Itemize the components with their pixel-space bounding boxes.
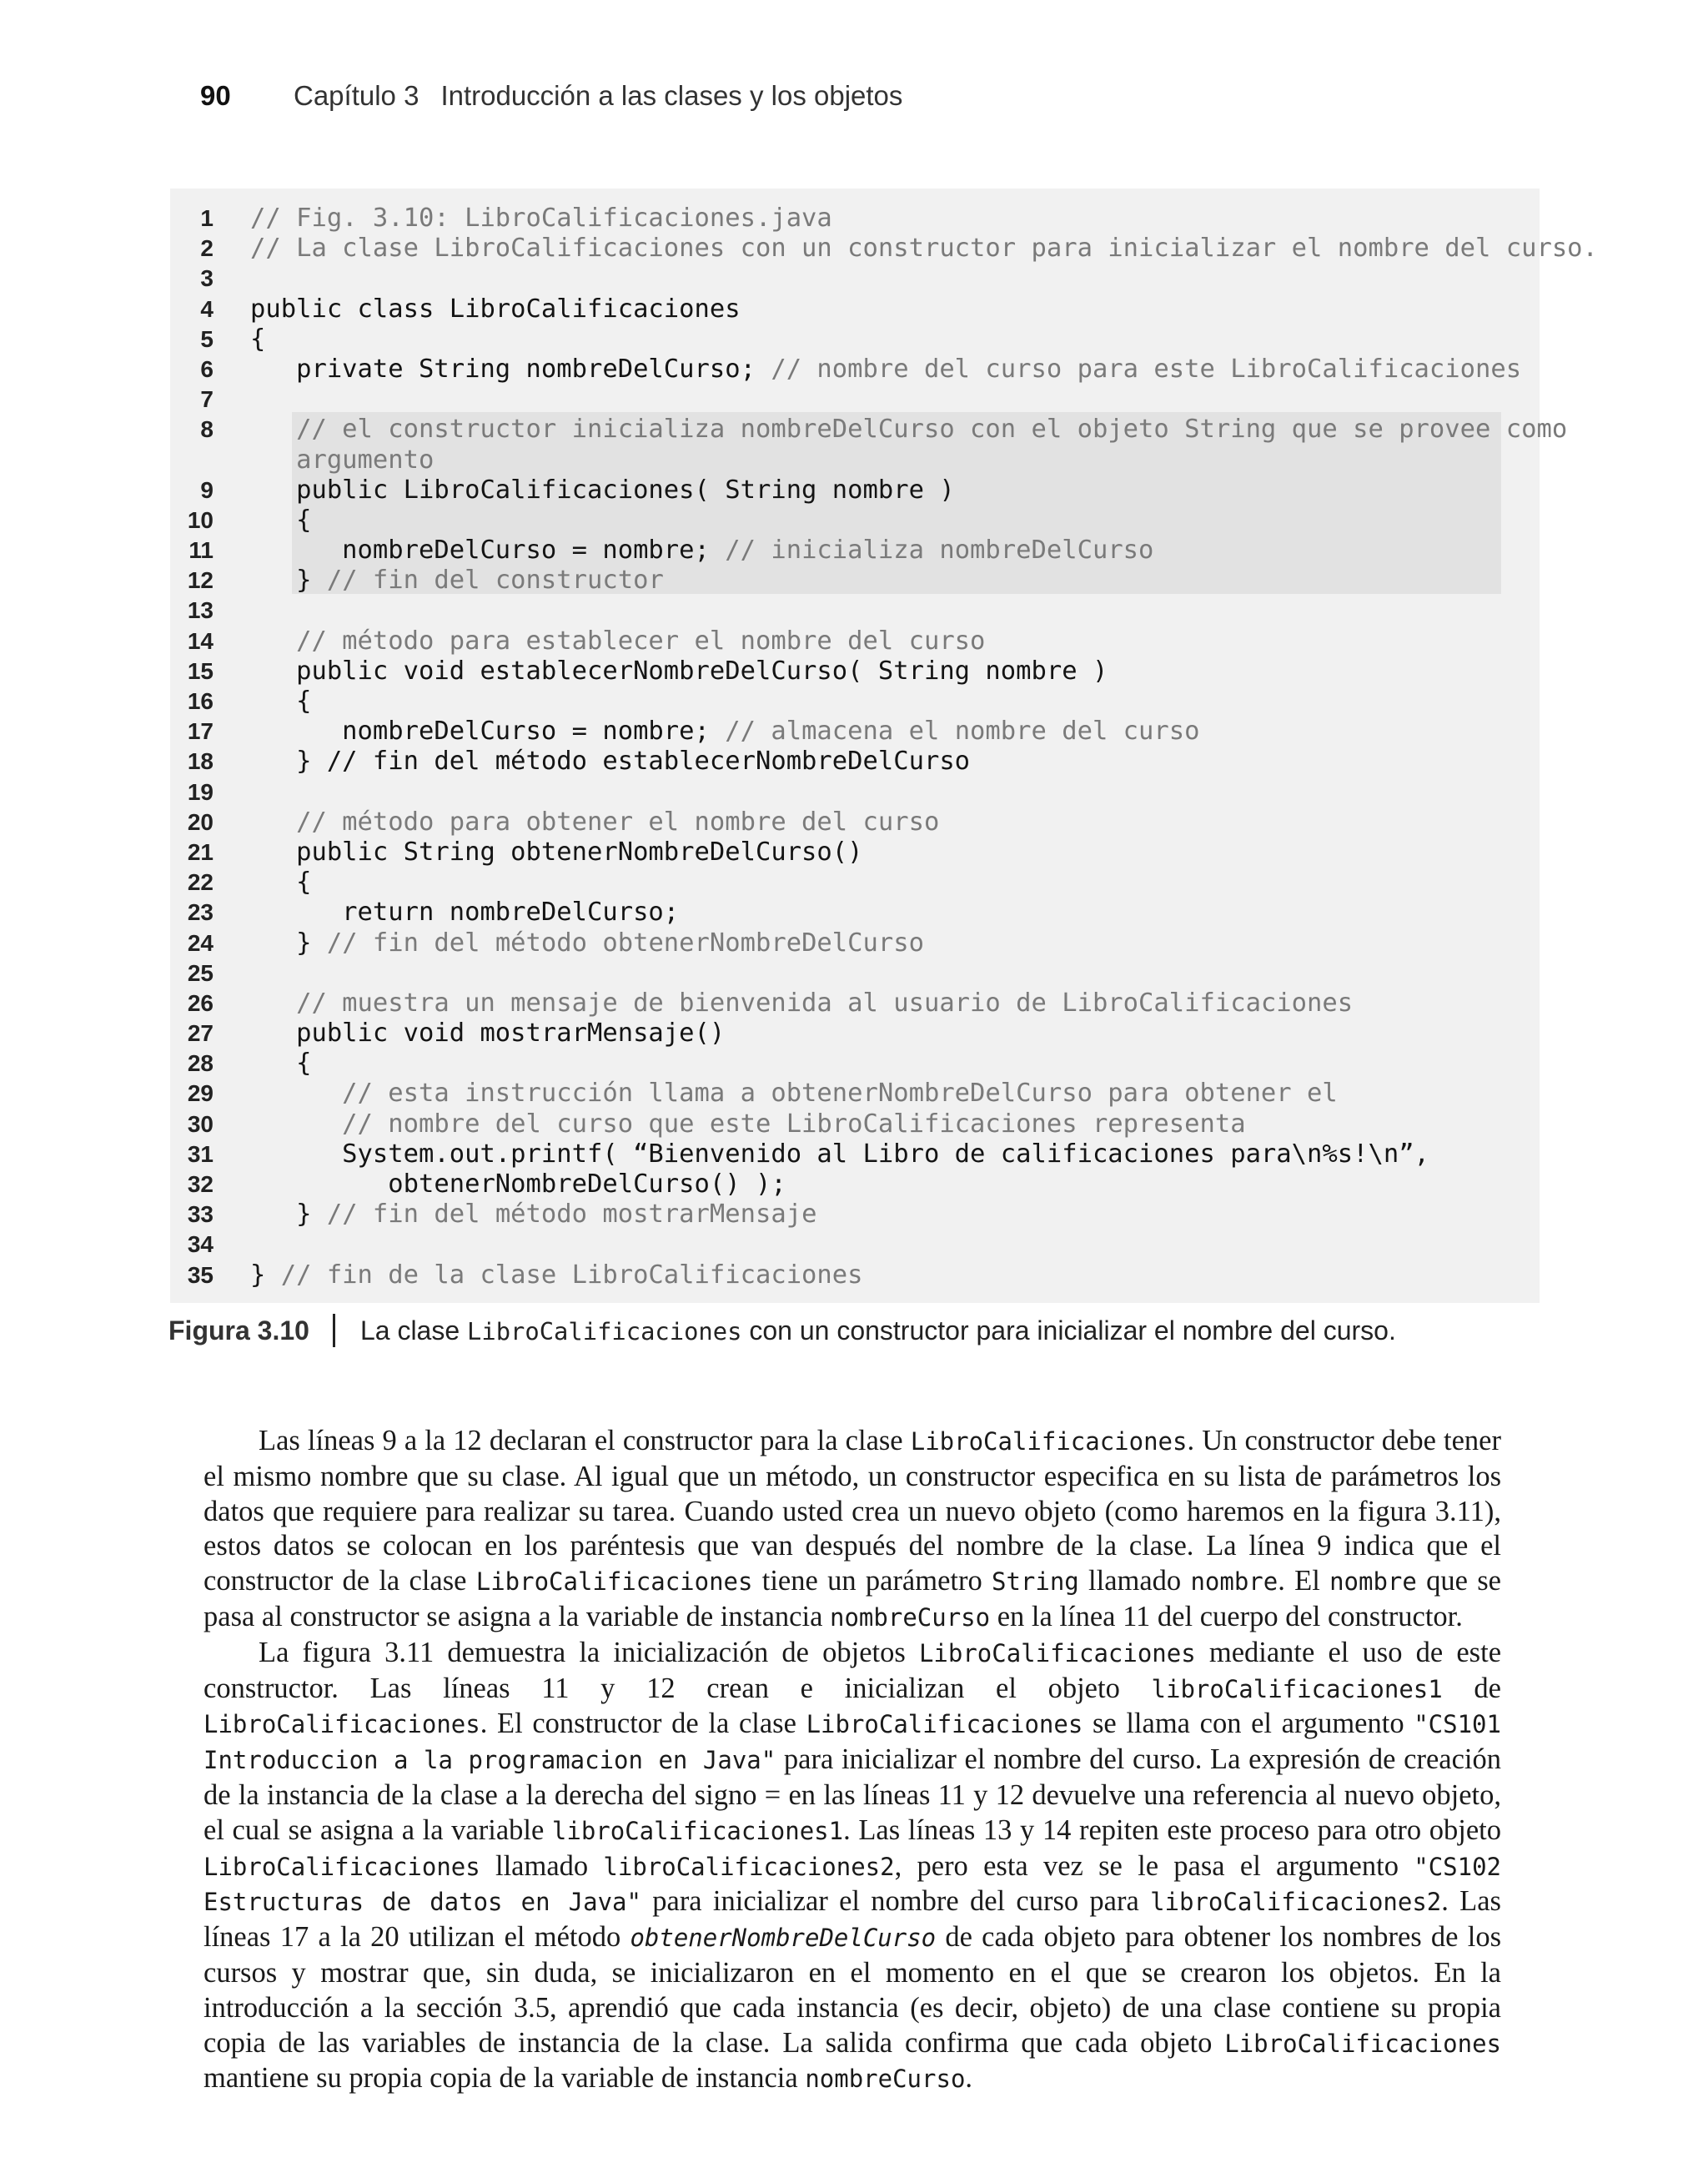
line-number: 16 [187, 688, 214, 714]
code-text [250, 717, 1200, 747]
code-text [250, 988, 1353, 1019]
code-text [250, 1109, 1246, 1139]
code-text [250, 445, 434, 475]
code-text [250, 234, 1598, 264]
inline-code: libroCalificaciones2 [1150, 1888, 1442, 1917]
line-number: 30 [187, 1110, 214, 1137]
line-number: 5 [200, 325, 214, 352]
line-number: 7 [200, 386, 214, 413]
text-run: de cada objeto para obtener los nombres de los cursos y mostrar que, sin duda, se inicializaron en el momento en el que se crearon los objetos. En la introducción a la sección 3.5, aprendió que cada instancia (es decir, objeto) de una clase contiene su propia copia de las variables de instancia de la clase. La salida confirma que cada objeto [203, 1921, 1501, 2059]
line-number: 32 [187, 1171, 214, 1197]
code-line [170, 1169, 1521, 1200]
inline-code: LibroCalificaciones [910, 1427, 1188, 1456]
code-line [170, 837, 1521, 868]
code-line [170, 324, 1521, 355]
line-number: 9 [200, 476, 214, 503]
line-number: 4 [200, 295, 214, 322]
caption-text [360, 1315, 1396, 1346]
code-line [170, 234, 1598, 264]
code-text [250, 898, 679, 928]
inline-code: "CS102 Estructuras de datos en Java" [203, 1852, 1501, 1917]
caption-pre: La clase [359, 1315, 468, 1346]
line-number: 2 [200, 235, 214, 262]
code-line [170, 264, 1521, 294]
code-comment: // fin del método obtenerNombreDelCurso [326, 928, 924, 958]
text-run: se llama con el argumento [1083, 1708, 1414, 1740]
code-text [250, 536, 1153, 566]
text-run: llamado [1078, 1565, 1191, 1597]
code-line [170, 1139, 1521, 1169]
code-token: private String nombreDelCurso; [250, 354, 771, 384]
code-text [250, 506, 311, 536]
code-line [170, 506, 1521, 536]
line-number: 10 [187, 506, 214, 533]
code-token: } [250, 928, 327, 958]
line-number: 26 [187, 989, 214, 1016]
code-token: public LibroCalificaciones( String nombre ) [250, 475, 955, 505]
text-run: en la línea 11 del cuerpo del constructor. [990, 1600, 1463, 1632]
code-line [170, 385, 1521, 415]
code-token: return nombreDelCurso; [250, 898, 680, 928]
line-number: 33 [187, 1201, 214, 1228]
line-number: 24 [187, 929, 214, 956]
code-token: { [250, 505, 312, 535]
inline-code: "CS101 Introduccion a la programacion en Java" [203, 1710, 1501, 1775]
code-line [170, 1049, 1521, 1079]
chapter-label: Capítulo 3 [294, 80, 419, 111]
text-run: . El constructor de la clase [480, 1708, 806, 1740]
line-number [170, 445, 214, 475]
code-line [170, 415, 1568, 445]
code-text [250, 1260, 863, 1290]
code-comment: // el constructor inicializa nombreDelCurso con el objeto String que se provee como [250, 415, 1568, 445]
line-number: 19 [187, 778, 214, 805]
line-number: 6 [200, 355, 214, 382]
code-line [170, 988, 1521, 1019]
code-token: { [250, 868, 312, 898]
code-line [170, 566, 1521, 596]
line-number: 22 [187, 869, 214, 896]
code-comment: argumento [250, 445, 435, 475]
inline-code: libroCalificaciones1 [551, 1816, 844, 1845]
code-text [250, 928, 924, 958]
caption-code: LibroCalificaciones [467, 1316, 742, 1346]
text-run: . Las líneas 13 y 14 repiten este proceso para otro objeto [843, 1813, 1501, 1846]
paragraph [203, 1424, 1501, 1636]
text-run: , pero esta vez se le pasa el argumento [894, 1849, 1414, 1882]
code-line [170, 1230, 1521, 1260]
code-line [170, 1109, 1521, 1139]
code-text [250, 837, 863, 868]
code-comment: // muestra un mensaje de bienvenida al usuario de LibroCalificaciones [250, 988, 1354, 1018]
code-token: public String obtenerNombreDelCurso() [250, 837, 863, 867]
code-text [250, 747, 970, 777]
code-line [170, 1019, 1521, 1049]
inline-code: LibroCalificaciones [475, 1567, 753, 1597]
caption-post: con un constructor para inicializar el nombre del curso. [741, 1315, 1396, 1346]
inline-code: nombreCurso [830, 1602, 991, 1632]
text-run: . El [1278, 1565, 1330, 1597]
code-line [170, 1260, 1521, 1290]
code-comment: // Fig. 3.10: LibroCalificaciones.java [250, 204, 832, 233]
inline-code: libroCalificaciones2 [603, 1852, 895, 1881]
code-token: { [250, 687, 312, 716]
code-text [250, 294, 741, 324]
line-number: 8 [200, 416, 214, 443]
code-token: System.out.printf( “Bienvenido al Libro de calificaciones para\n%s!\n”, [250, 1139, 1429, 1169]
caption-divider [333, 1314, 335, 1347]
code-text [250, 566, 664, 596]
inline-code: obtenerNombreDelCurso [630, 1924, 937, 1953]
code-line [170, 687, 1521, 717]
code-comment: // nombre del curso que este LibroCalificaciones representa [250, 1109, 1246, 1139]
code-comment: // método para establecer el nombre del curso [250, 626, 986, 656]
text-run: de [1442, 1672, 1501, 1704]
code-line [170, 928, 1521, 958]
text-run: para inicializar el nombre del curso. La expresión de creación de la instancia de la clase a la derecha del signo = en las líneas 11 y 12 devuelve una referencia al nuevo objeto, el cual se asigna a la variable [203, 1743, 1502, 1846]
figure-caption [168, 1314, 1396, 1347]
code-text [250, 355, 1521, 385]
code-line [170, 1079, 1521, 1109]
line-number: 34 [187, 1231, 214, 1258]
code-listing [170, 204, 1598, 1290]
code-comment: // fin de la clase LibroCalificaciones [280, 1260, 863, 1290]
line-number: 12 [187, 567, 214, 594]
code-text [250, 1200, 816, 1230]
code-line [170, 656, 1521, 687]
text-run: Las líneas 9 a la 12 declaran el constructor para la clase [259, 1425, 911, 1456]
code-line [170, 445, 1521, 475]
code-line [170, 204, 1521, 234]
code-comment: // método para obtener el nombre del curso [250, 807, 940, 837]
code-line [170, 475, 1521, 506]
line-number: 17 [187, 718, 214, 745]
code-token: } [250, 1260, 281, 1290]
code-line [170, 1200, 1521, 1230]
code-token: nombreDelCurso = nombre; [250, 717, 726, 747]
code-token: public class LibroCalificaciones [250, 294, 741, 324]
code-text [250, 324, 265, 355]
text-run: . Un constructor debe tener el mismo nombre que su clase. Al igual que un método, un constructor especifica en su lista de parámetros los datos que requiere para realizar su tarea. Cuando usted crea un nuevo objeto (como haremos en la figura 3.11), estos datos se colocan en los paréntesis que van después del nombre de la clase. La línea 9 indica que el constructor de la clase [203, 1425, 1501, 1597]
line-number: 20 [187, 808, 214, 835]
code-comment: // fin del método mostrarMensaje [326, 1200, 817, 1230]
inline-code: LibroCalificaciones [918, 1638, 1196, 1667]
line-number: 14 [187, 627, 214, 654]
code-text [250, 687, 311, 717]
code-text [250, 415, 1567, 445]
text-run: tiene un parámetro [752, 1565, 992, 1597]
code-text [250, 656, 1108, 687]
line-number: 25 [187, 959, 214, 986]
inline-code: LibroCalificaciones [1224, 2029, 1501, 2058]
text-run: para inicializar el nombre del curso para [640, 1885, 1151, 1918]
inline-code: nombre [1329, 1567, 1417, 1597]
code-text [250, 626, 985, 656]
line-number: 21 [187, 838, 214, 865]
text-run: . [965, 2062, 973, 2095]
text-run: mediante el uso de este constructor. Las líneas 11 y 12 crean e inicializan el objeto [203, 1636, 1502, 1704]
code-token: obtenerNombreDelCurso() ); [250, 1169, 786, 1199]
line-number: 35 [187, 1261, 214, 1288]
inline-code: String [992, 1567, 1079, 1597]
code-line [170, 717, 1521, 747]
code-text [250, 204, 832, 234]
code-line [170, 898, 1521, 928]
code-token: { [250, 1049, 312, 1079]
text-run: La figura 3.11 demuestra la inicialización de objetos [259, 1636, 919, 1668]
line-number: 1 [200, 205, 214, 231]
code-text [250, 1169, 786, 1200]
inline-code: nombre [1190, 1567, 1278, 1597]
inline-code: libroCalificaciones1 [1151, 1674, 1443, 1703]
code-comment: // fin del constructor [326, 566, 664, 596]
code-text [250, 1079, 1338, 1109]
code-token: public void establecerNombreDelCurso( String nombre ) [250, 656, 1108, 686]
code-line [170, 294, 1521, 324]
line-number: 11 [188, 537, 214, 564]
code-line [170, 777, 1521, 807]
body-text [203, 1424, 1501, 2097]
inline-code: LibroCalificaciones [806, 1710, 1083, 1739]
code-text [250, 1049, 311, 1079]
code-line [170, 958, 1521, 988]
text-run: que se pasa al constructor se asigna a la variable de instancia [203, 1565, 1501, 1632]
inline-code: LibroCalificaciones [203, 1852, 480, 1881]
line-number: 31 [187, 1140, 214, 1167]
code-token: { [250, 324, 266, 354]
line-number: 27 [187, 1020, 214, 1047]
inline-code: nombreCurso [805, 2065, 966, 2094]
code-line [170, 596, 1521, 626]
code-text [250, 1139, 1429, 1169]
line-number: 29 [187, 1080, 214, 1107]
line-number: 28 [187, 1050, 214, 1077]
code-token: } // fin del método establecerNombreDelCurso [250, 747, 971, 777]
text-run: llamado [480, 1849, 604, 1882]
paragraph [203, 1636, 1501, 2097]
code-comment: // inicializa nombreDelCurso [725, 536, 1154, 566]
line-number: 23 [187, 899, 214, 926]
code-token: } [250, 566, 327, 596]
code-line [170, 807, 1521, 837]
page-number: 90 [200, 80, 231, 111]
code-token: } [250, 1200, 327, 1230]
code-token: nombreDelCurso = nombre; [250, 536, 726, 566]
text-run: mantiene su propia copia de la variable de instancia [203, 2062, 806, 2095]
code-text [250, 868, 311, 898]
figure-label: Figura 3.10 [168, 1315, 309, 1346]
code-text [250, 807, 939, 837]
code-token: public void mostrarMensaje() [250, 1019, 726, 1049]
code-text [250, 475, 955, 506]
code-line [170, 355, 1521, 385]
code-comment: // almacena el nombre del curso [725, 717, 1200, 747]
code-line [170, 626, 1521, 656]
code-line [170, 868, 1521, 898]
line-number: 18 [187, 748, 214, 775]
text-run: . Las líneas 17 a la 20 utilizan el método [203, 1885, 1501, 1954]
line-number: 15 [187, 657, 214, 684]
running-head [200, 80, 902, 112]
code-line [170, 747, 1521, 777]
line-number: 3 [200, 265, 214, 292]
line-number: 13 [187, 597, 214, 624]
code-text [250, 1019, 725, 1049]
code-comment: // esta instrucción llama a obtenerNombreDelCurso para obtener el [250, 1079, 1338, 1109]
code-comment: // nombre del curso para este LibroCalificaciones [771, 354, 1522, 384]
inline-code: LibroCalificaciones [203, 1710, 480, 1739]
code-comment: // La clase LibroCalificaciones con un constructor para inicializar el nombre del curso. [250, 234, 1598, 264]
code-line [170, 536, 1521, 566]
chapter-title: Introducción a las clases y los objetos [440, 80, 903, 111]
